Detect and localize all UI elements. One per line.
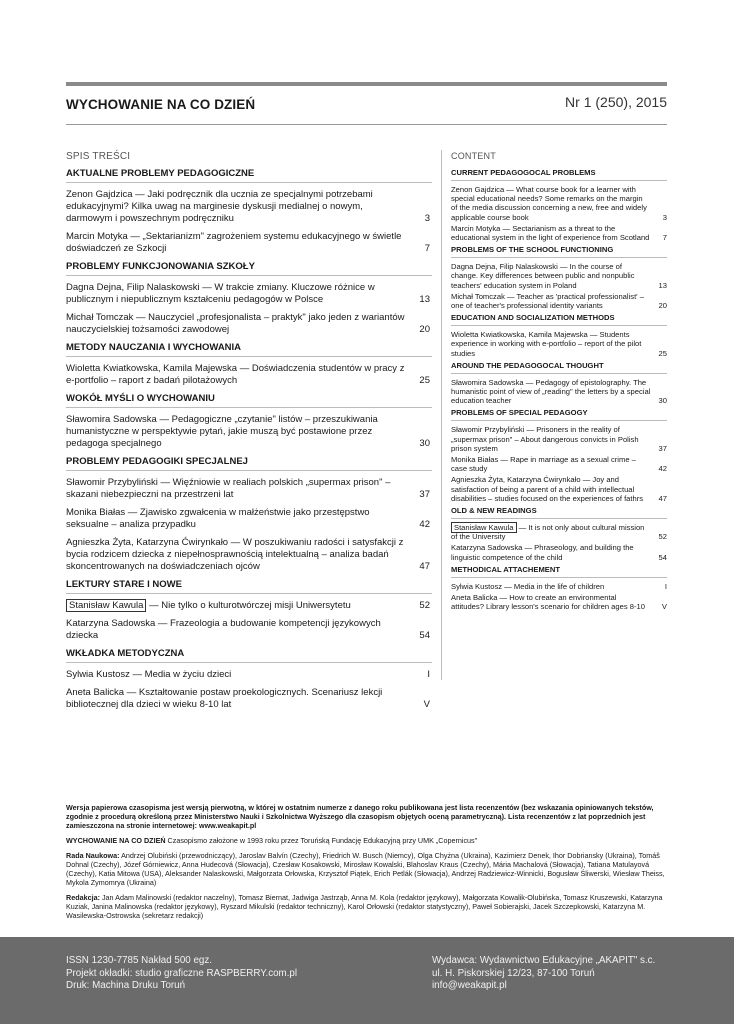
entry-page-number: V [423,699,430,710]
entry-author: Wioletta Kwiatkowska, Kamila Majewska [66,363,238,374]
entry-author: Sławomira Sadowska [451,377,524,387]
entry-author: Dagna Dejna, Filip Nalaskowski [451,262,558,272]
printer-line: Druk: Machina Druku Toruń [66,980,186,991]
header-divider [66,124,667,125]
toc-sections [66,168,432,711]
toc-entry[interactable] [66,669,432,681]
section-heading: EDUCATION AND SOCIALIZATION METHODS [451,313,667,326]
entry-page-number: I [427,669,430,680]
entry-page-number: 20 [419,324,430,335]
toc-entry[interactable] [66,312,432,336]
entry-page-number: 52 [658,532,667,542]
entry-title: — Teacher as 'practical professionalist' – one of teacher's professional identity variants [451,291,644,311]
entry-author: Stanisław Kawula [451,522,517,533]
toc-entry[interactable] [66,507,432,531]
entry-page-number: 54 [658,552,667,562]
entry-title: — Doświadczenia studentów w pracy z e-portfolio – raport z badań pilotażowych [66,363,405,386]
entry-title: — Pedagogiczne „czytanie" listów – przeszukiwania humanistyczne w perspektywie pytań, jakie muszą być postawione przez pedagoga specjalnego [66,414,378,449]
entry-title: — Nie tylko o kulturotwórczej misji Uniwersytetu [146,600,351,611]
entry-author: Marcin Motyka [66,231,128,242]
toc-sections [451,168,667,612]
entry-title: — Pedagogy of epistolography. The humanistic point of view of „reading" the letters by a special education teacher [451,377,651,406]
entry-title: — „Sektarianizm" zagrożeniem systemu edukacyjnego w świetle doświadczeń ze Szkocji [66,231,402,254]
entry-author: Monika Białas [66,507,126,518]
toc-entry[interactable] [451,582,667,591]
entry-author: Sławomira Sadowska [66,414,157,425]
founding-note: WYCHOWANIE NA CO DZIEŃ Czasopismo założone w 1993 roku przez Toruńską Fundację Edukacyjną przy UMK „Copernicus" [66,836,478,845]
entry-author: Michał Tomczak [66,312,134,323]
section-heading: AROUND THE PEDAGOGOCAL THOUGHT [451,361,667,374]
journal-title: WYCHOWANIE NA CO DZIEŃ [66,97,256,112]
section-heading: WOKÓŁ MYŚLI O WYCHOWANIU [66,393,432,408]
toc-entry[interactable] [451,262,667,290]
entry-page-number: 37 [419,489,430,500]
column-divider [441,150,442,680]
entry-author: Katarzyna Sadowska [451,543,523,553]
publisher-line: Wydawca: Wydawnictwo Edukacyjne „AKAPIT" s.c. [432,955,656,966]
entry-page-number: 47 [419,561,430,572]
section-heading: LEKTURY STARE I NOWE [66,579,432,594]
toc-entry[interactable] [451,593,667,611]
entry-author: Aneta Balicka [451,593,498,603]
toc-entry[interactable] [66,282,432,306]
entry-author: Sylwia Kustosz [66,669,130,680]
entry-page-number: 3 [424,213,430,224]
toc-entry[interactable] [451,523,667,541]
entry-title: — W trakcie zmiany. Kluczowe różnice w publicznym i niepublicznym kształceniu pedagogów w Polsce [66,282,375,305]
entry-title: — Media in the life of children [502,581,605,591]
entry-title: — Students experience in working with e-portfolio – report of the pilot studies [451,330,642,358]
entry-title: — In the course of change. Key differences between public and nonpublic teachers' education system in Poland [451,262,635,290]
entry-author: Agnieszka Żyta, Katarzyna Ćwirynkało [66,537,229,548]
cover-design-line: Projekt okładki: studio graficzne RASPBERRY.com.pl [66,967,298,979]
entry-page-number: 30 [658,396,667,406]
entry-title: — What course book for a learner with special educational needs? Some remarks on the margin of the media discussion concerning a new, free and widely applicable course book [451,185,647,222]
entry-page-number: 25 [419,375,430,386]
entry-author: Dagna Dejna, Filip Nalaskowski [66,282,200,293]
entry-page-number: 3 [662,212,667,222]
entry-page-number: 25 [658,348,667,358]
issue-number: Nr 1 (250), 2015 [565,94,667,110]
entry-page-number: 42 [658,464,667,474]
entry-page-number: 30 [419,438,430,449]
entry-title: — Joy and satisfaction of being a parent of a child with intellectual disabilities – studies focused on the experiences of fathrs [451,475,644,503]
entry-author: Monika Białas [451,455,499,465]
toc-label: SPIS TREŚCI [66,151,131,162]
entry-page-number: 7 [662,233,667,243]
toc-entry[interactable] [451,224,667,242]
entry-author: Marcin Motyka [451,223,501,233]
entry-author: Zenon Gajdzica [66,189,133,200]
entry-page-number: 42 [419,519,430,530]
entry-page-number: 52 [419,600,430,611]
toc-entry[interactable] [66,189,432,225]
reviewers-notice: Wersja papierowa czasopisma jest wersją pierwotną, w której w ostatnim numerze z danego roku publikowana jest lista recenzentów (bez wskazania opiniowanych tekstów, zgodnie z procedurą określoną przez Ministerstwo Nauki i Szkolnictwa Wyższego dla czasopism objętych oceną parametryczną). Lista recenzentów z lat poprzednich jest zamieszczona na stronie internetowej: www.weakapit.pl [66,803,654,830]
entry-page-number: 37 [658,443,667,453]
entry-title: — Więźniowie w realiach polskich „supermax prison" – skazani niebezpieczni na przestrzeni lat [66,477,391,500]
toc-entry[interactable] [66,363,432,387]
toc-entry[interactable] [66,231,432,255]
entry-page-number: 13 [658,280,667,290]
entry-author: Agnieszka Żyta, Katarzyna Ćwirynkało [451,475,581,485]
publisher-band [0,937,734,1024]
entry-author: Zenon Gajdzica [451,185,505,194]
toc-entry[interactable] [66,618,432,642]
section-heading: METHODICAL ATTACHEMENT [451,565,667,578]
toc-entry[interactable] [66,414,432,450]
section-heading: PROBLEMY PEDAGOGIKI SPECJALNEJ [66,456,432,471]
entry-title: — Kształtowanie postaw proekologicznych. Scenariusz lekcji bibliotecznej dla dzieci w wieku 8-10 lat [66,687,383,710]
entry-page-number: 7 [424,243,430,254]
entry-author: Stanisław Kawula [66,599,146,612]
section-heading: WKŁADKA METODYCZNA [66,648,432,663]
entry-title: — W poszukiwaniu radości i satysfakcji z bycia rodzicem dziecka z niepełnosprawnością intelektualną – analiza badań skoncentrowanych na doświadczeniach ojców [66,537,404,572]
toc-entry[interactable] [451,425,667,453]
toc-entry[interactable] [451,455,667,473]
section-heading: METODY NAUCZANIA I WYCHOWANIA [66,342,432,357]
section-heading: CURRENT PEDAGOGOCAL PROBLEMS [451,168,667,181]
toc-english [451,151,667,614]
entry-author: Michał Tomczak [451,291,505,301]
section-heading: PROBLEMY FUNKCJONOWANIA SZKOŁY [66,261,432,276]
entry-title: — Rape in marriage as a sexual crime – case study [451,455,636,474]
entry-author: Wioletta Kwiatkowska, Kamila Majewska [451,330,588,340]
toc-entry[interactable] [451,378,667,406]
colophon [66,803,667,926]
entry-author: Sławomir Przybyliński [66,477,158,488]
toc-entry[interactable] [451,543,667,561]
entry-title: — Phraseology, and building the linguistic competence of the child [451,543,634,562]
entry-page-number: I [664,581,667,591]
entry-page-number: 54 [419,630,430,641]
entry-author: Katarzyna Sadowska [66,618,156,629]
entry-title: — Sectarianism as a threat to the educational system in the light of experience from Scotland [451,223,650,243]
issn-line: ISSN 1230-7785 Nakład 500 egz. [66,955,212,966]
editorial-board: Redakcja: Jan Adam Malinowski (redaktor naczelny), Tomasz Biernat, Jadwiga Jastrząb, Anna M. Kola (redaktor językowy), Małgorzata Kowalik-Olubińska, Tomasz Kruszewski, Katarzyna Kuziak, Janina Malinowska (redaktor językowy), Ryszard Mikulski (redaktor techniczny), Karol Orłowski (redaktor statystyczny), Paweł Sobierajski, Jacek Szczepkowski, Katarzyna M. Wasilewska-Ostrowska (sekretarz redakcji) [66,893,663,920]
section-heading: PROBLEMS OF SPECIAL PEDAGOGY [451,408,667,421]
toc-entry[interactable] [66,477,432,501]
entry-page-number: 20 [658,301,667,311]
entry-author: Aneta Balicka [66,687,125,698]
entry-title: — Media w życiu dzieci [129,669,232,680]
entry-title: — Nauczyciel „profesjonalista – praktyk" jako jeden z wariantów nauczycielskiej tożsamości zawodowej [66,312,405,335]
address-line: ul. H. Piskorskiej 12/23, 87-100 Toruń [432,967,595,979]
toc-entry[interactable] [451,185,667,222]
toc-entry[interactable] [451,330,667,358]
toc-label: CONTENT [451,151,496,161]
entry-author: Sławomir Przybyliński [451,425,525,435]
entry-title: — How to create an environmental attitudes? Library lesson's scenario for children ages 8-10 [451,593,645,612]
entry-title: — Frazeologia a budowanie kompetencji językowych dziecka [66,618,381,641]
toc-entry[interactable] [451,475,667,503]
section-heading: AKTUALNE PROBLEMY PEDAGOGICZNE [66,168,432,183]
entry-page-number: 13 [419,294,430,305]
entry-page-number: 47 [658,493,667,503]
scientific-council: Rada Naukowa: Andrzej Olubiński (przewodniczący), Jaroslav Balvín (Czechy), Friedrich W. Busch (Niemcy), Olga Chyżna (Ukraina), Kazimierz Denek, Ihor Dobriansky (Ukraina), Tomáš Dohnal (Czechy), Józef Górniewicz, Anna Hudecová (Słowacja), Czesław Kosakowski, Mirosław Kowalski, Blahoslav Kraus (Czechy), Mária Machalová (Słowacja), Tatiana Matulayová (Czechy), Katia Mitowa (USA), Aleksander Nalaskowski, Małgorzata Orłowska, Krzysztof Piątek, Erich Petlák (Słowacja), Andrzej Radziewicz-Winnicki, Bogusław Śliwerski, Wiesław Theiss, Mykola Zymomrya (Ukraina) [66,851,665,887]
publisher-info [432,955,655,993]
entry-page-number: V [661,602,667,612]
top-rule [66,82,667,86]
section-heading: OLD & NEW READINGS [451,506,667,519]
toc-entry[interactable] [451,292,667,310]
email-line: info@weakapit.pl [432,980,507,991]
toc-entry[interactable] [66,537,432,573]
toc-entry[interactable] [66,687,432,711]
toc-polish [66,151,432,717]
toc-entry[interactable] [66,600,432,612]
entry-title: — Prisoners in the reality of „supermax prison" – About dangerous convicts in Polish prison system [451,425,639,453]
entry-title: — Zjawisko zgwałcenia w małżeństwie jako przestępstwo seksualne – analiza przypadku [66,507,370,530]
print-info [66,955,297,993]
entry-title: — Jaki podręcznik dla ucznia ze specjalnymi potrzebami edukacyjnymi? Kilka uwag na marginesie dyskusji medialnej o nowym, darmowym i powszechnym podręczniku [66,189,373,224]
entry-author: Sylwia Kustosz [451,581,503,591]
section-heading: PROBLEMS OF THE SCHOOL FUNCTIONING [451,245,667,258]
entry-title: — It is not only about cultural mission of the University [451,523,645,542]
